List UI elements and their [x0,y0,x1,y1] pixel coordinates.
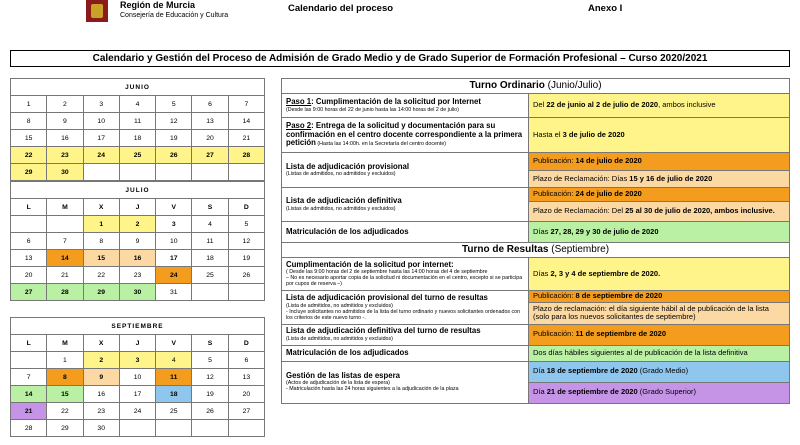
header-annex: Anexo I [588,3,623,14]
section-title: Turno Ordinario [469,79,545,91]
calendar-day: 16 [83,386,119,403]
calendar-day: 12 [192,369,228,386]
calendar-day: 23 [83,403,119,420]
step2-title: : Entrega de la solicitud y documentación para su confirmación en el centro docente correspondiente a la primera petición [286,121,523,148]
waiting-list-cell [282,361,529,403]
calendar-day: 29 [83,284,119,301]
calendar-day: 19 [156,130,192,147]
waiting-list-grado-superior [529,382,790,403]
calendar-day: 18 [119,130,155,147]
calendar-day: 28 [47,284,83,301]
waiting-list-note: (Actos de adjudicación de la lista de espera) [286,380,390,387]
calendar-day: 17 [119,386,155,403]
header-title: Calendario del proceso [288,3,394,14]
weekday-header: D [228,199,264,216]
calendar-day [11,352,47,369]
date-prefix: Publicación: [533,189,576,199]
calendar-day: 3 [156,216,192,233]
section-ordinary [282,79,790,94]
section-subtitle: (Junio/Julio) [544,79,602,91]
calendar-day: 30 [119,284,155,301]
calendar-day: 7 [47,233,83,250]
step2-label: Paso 2 [286,121,312,131]
calendar-day: 29 [11,164,47,181]
weekday-header: L [11,199,47,216]
date-value: 3 de julio de 2020 [562,129,625,139]
calendar-day: 1 [11,96,47,113]
calendar-day: 19 [228,250,264,267]
date-value: 27, 28, 29 y 30 de julio de 2020 [550,226,659,236]
calendar-day: 26 [156,147,192,164]
step1-date [529,94,790,118]
weekday-header: X [83,199,119,216]
process-table [281,78,790,404]
step1-note: (Desde las 9:00 horas del 22 de junio hasta las 14:00 horas del 2 de julio) [286,106,459,113]
date-value: 8 de septiembre de 2020 [575,291,663,300]
calendar-day: 7 [228,96,264,113]
calendar-day: 24 [156,267,192,284]
calendar-day: 16 [47,130,83,147]
calendar-day: 12 [228,233,264,250]
calendar-day: 14 [11,386,47,403]
calendar-day: 26 [192,403,228,420]
calendar-day: 22 [47,403,83,420]
calendar-day [228,420,264,437]
calendar-day: 28 [11,420,47,437]
date-value: 11 de septiembre de 2020 [575,329,666,339]
calendar-day: 30 [83,420,119,437]
calendar-day: 6 [11,233,47,250]
calendar-day: 13 [228,369,264,386]
calendar-day: 5 [192,352,228,369]
weekday-header: D [228,335,264,352]
calendar-day: 4 [156,352,192,369]
provisional-list-cell [282,153,529,188]
date-suffix: , ambos inclusive [658,100,716,110]
weekday-header: X [83,335,119,352]
calendar-day: 27 [11,284,47,301]
step2-date [529,118,790,153]
calendar-day [228,284,264,301]
enrollment-cell [282,222,529,243]
waiting-list-title: Gestión de las listas de espera [286,370,400,380]
section-subtitle: (Septiembre) [548,243,610,255]
date-suffix: (Grado Superior) [637,387,697,397]
calendar-day: 3 [83,96,119,113]
calendar-day: 23 [119,267,155,284]
date-value: 22 de junio al 2 de julio de 2020 [546,100,659,110]
calendar-day: 17 [156,250,192,267]
calendar-day: 21 [11,403,47,420]
calendar-day: 9 [119,233,155,250]
calendar-day: 11 [156,369,192,386]
calendar-day: 6 [192,96,228,113]
calendar-day: 4 [192,216,228,233]
calendar-day: 24 [119,403,155,420]
date-prefix: Publicación: [533,329,576,339]
calendar-day [11,216,47,233]
calendar-june [10,78,265,181]
calendar-day: 27 [228,403,264,420]
weekday-header: S [192,335,228,352]
org-name: Región de Murcia [120,0,196,10]
section-title: Turno de Resultas [461,243,549,255]
section-results [282,243,790,258]
date-prefix: Del [533,100,547,110]
calendar-day: 20 [228,386,264,403]
calendar-day: 31 [156,284,192,301]
calendar-day [192,164,228,181]
date-value: 18 de septiembre de 2020 [546,366,638,376]
calendar-day: 28 [228,147,264,164]
month-title: SEPTIEMBRE [11,318,265,335]
calendar-day: 27 [192,147,228,164]
enrollment-title: Matriculación de los adjudicados [286,226,409,236]
calendar-day: 18 [192,250,228,267]
calendar-day: 2 [83,352,119,369]
calendar-july [10,181,265,301]
results-definitive-note: (Lista de admitidos, no admitidos y excluidos) [286,335,393,342]
calendar-day: 6 [228,352,264,369]
calendar-day: 15 [11,130,47,147]
enrollment-date [529,222,790,243]
results-provisional-note: - Incluye solicitantes no admitidos de la lista del turno ordinario y nuevos solicitantes ordenados con los criterios de este nuevo turno -. [286,308,521,321]
date-value: 2, 3 y 4 de septiembre de 2020. [550,268,661,278]
calendar-september [10,317,265,437]
weekday-header: J [119,335,155,352]
calendar-day: 8 [47,369,83,386]
results-provisional-note: (Lista de admitidos, no admitidos y excluidos) [286,302,393,309]
weekday-header: M [47,335,83,352]
calendar-day: 22 [11,147,47,164]
calendar-day: 20 [192,130,228,147]
waiting-list-note: - Matriculación hasta las 24 horas siguientes a la adjudicación de la plaza [286,386,459,393]
calendar-day: 9 [83,369,119,386]
step1-label: Paso 1 [286,97,312,107]
waiting-list-grado-medio [529,361,790,382]
date-prefix: Publicación: [533,156,576,166]
calendar-day: 24 [83,147,119,164]
date-prefix: Días [533,268,551,278]
calendar-day: 25 [119,147,155,164]
calendar-day [83,164,119,181]
date-value: 24 de julio de 2020 [575,189,642,199]
calendar-day: 11 [119,113,155,130]
calendar-day: 3 [119,352,155,369]
calendar-day: 9 [47,113,83,130]
results-enrollment-date: Dos días hábiles siguientes al de publicación de la lista definitiva [529,345,790,361]
calendar-day: 29 [47,420,83,437]
weekday-header: J [119,199,155,216]
step2-note: (Hasta las 14:00h. en la Secretaría del centro docente) [315,141,447,148]
date-prefix: Día [533,366,547,376]
calendar-day [192,420,228,437]
weekday-header: V [156,199,192,216]
results-provisional-claim: Plazo de reclamación: el día siguiente hábil al de publicación de la lista (solo para los nuevos solicitantes de septiembre) [529,302,790,324]
calendar-day [119,164,155,181]
main-title: Calendario y Gestión del Proceso de Admisión de Grado Medio y de Grado Superior de Formación Profesional – Curso 2020/2021 [10,50,790,67]
results-enrollment-cell [282,345,529,361]
date-prefix: Día [533,387,547,397]
calendar-day: 19 [192,386,228,403]
date-value: 25 al 30 de julio de 2020, ambos inclusive. [625,206,775,216]
date-value: 15 y 16 de julio de 2020 [629,173,713,183]
calendar-day: 26 [228,267,264,284]
results-application-note: – No es necesario aportar copia de la solicitud ni documentación en el centro, excepto si se participa por cupos de reserva –) [286,275,523,288]
calendar-day: 14 [228,113,264,130]
date-prefix: Hasta el [533,129,563,139]
calendar-day: 8 [11,113,47,130]
results-definitive-cell [282,324,529,345]
calendar-day: 20 [11,267,47,284]
calendar-day: 21 [228,130,264,147]
calendar-day: 10 [156,233,192,250]
calendar-day: 30 [47,164,83,181]
results-application-title: Cumplimentación de la solicitud por internet: [286,259,454,269]
calendar-day [156,164,192,181]
calendar-day: 14 [47,250,83,267]
date-prefix: Días [533,226,551,236]
calendar-day: 22 [83,267,119,284]
results-enrollment-title: Matriculación de los adjudicados [286,347,409,357]
definitive-list-cell [282,188,529,222]
results-provisional-publication [529,291,790,303]
calendar-day: 5 [156,96,192,113]
month-title: JUNIO [11,79,265,96]
calendar-day [156,420,192,437]
definitive-list-title: Lista de adjudicación definitiva [286,196,402,206]
definitive-list-note: (Listas de admitidos, no admitidos y excluidos) [286,205,396,212]
calendar-day: 2 [47,96,83,113]
date-prefix: Publicación: [533,291,576,300]
weekday-header: S [192,199,228,216]
calendar-day: 23 [47,147,83,164]
date-prefix: Plazo de Reclamación: Días [533,173,630,183]
date-value: 21 de septiembre de 2020 [546,387,638,397]
calendar-day: 13 [11,250,47,267]
results-definitive-publication [529,324,790,345]
department-name: Consejería de Educación y Cultura [120,12,229,19]
calendar-day: 2 [119,216,155,233]
results-application-date [529,258,790,291]
calendar-day: 4 [119,96,155,113]
calendar-day: 13 [192,113,228,130]
date-suffix: (Grado Medio) [637,366,689,376]
calendar-day: 21 [47,267,83,284]
step2-cell [282,118,529,153]
calendar-day: 11 [192,233,228,250]
results-application-cell [282,258,529,291]
calendar-day: 15 [83,250,119,267]
calendar-day: 7 [11,369,47,386]
results-provisional-cell [282,291,529,325]
calendar-day [119,420,155,437]
month-title: JULIO [11,182,265,199]
region-logo-icon [86,0,108,22]
calendar-day: 10 [119,369,155,386]
weekday-header: V [156,335,192,352]
calendar-day [192,284,228,301]
calendar-day [47,216,83,233]
weekday-header: L [11,335,47,352]
calendar-day: 10 [83,113,119,130]
calendar-day: 12 [156,113,192,130]
calendar-day: 25 [156,403,192,420]
date-value: 14 de julio de 2020 [575,156,642,166]
calendar-day: 8 [83,233,119,250]
provisional-list-note: (Listas de admitidos, no admitidos y excluidos) [286,171,396,178]
calendar-day: 16 [119,250,155,267]
provisional-claim [529,171,790,188]
results-provisional-title: Lista de adjudicación provisional del turno de resultas [286,293,488,302]
weekday-header: M [47,199,83,216]
step1-cell [282,94,529,118]
provisional-publication [529,153,790,171]
calendar-day [228,164,264,181]
calendar-day: 15 [47,386,83,403]
calendar-day: 18 [156,386,192,403]
definitive-claim [529,202,790,222]
provisional-list-title: Lista de adjudicación provisional [286,161,410,171]
calendar-day: 17 [83,130,119,147]
calendar-day: 5 [228,216,264,233]
calendar-day: 1 [83,216,119,233]
calendar-day: 1 [47,352,83,369]
date-prefix: Plazo de Reclamación: Del [533,206,626,216]
results-definitive-title: Lista de adjudicación definitiva del turno de resultas [286,326,481,336]
calendar-day: 25 [192,267,228,284]
results-application-note: ( Desde las 9:00 horas del 2 de septiembre hasta las 14:00 horas del 4 de septiembre [286,269,488,276]
definitive-publication [529,188,790,202]
step1-title: : Cumplimentación de la solicitud por Internet [311,97,481,107]
